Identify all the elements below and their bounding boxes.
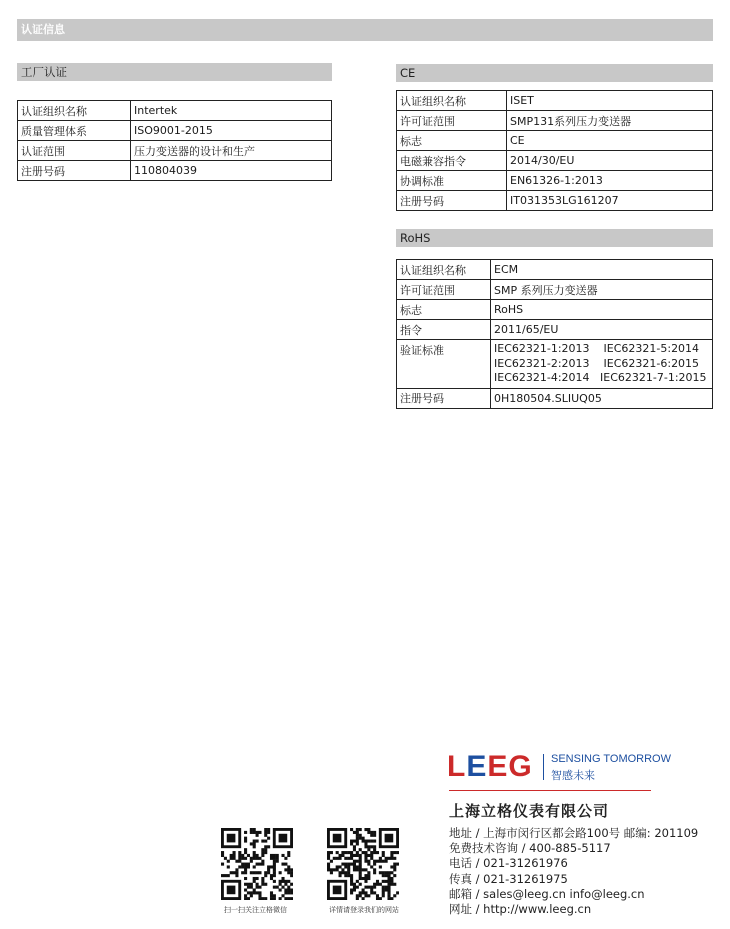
row-label: 认证组织名称 — [397, 260, 491, 280]
company-name: 上海立格仪表有限公司 — [449, 802, 610, 820]
table-row — [18, 121, 332, 141]
row-label: 注册号码 — [397, 191, 507, 211]
row-label: 质量管理体系 — [18, 121, 131, 141]
row-label: 指令 — [397, 320, 491, 340]
logo-letter: E — [466, 750, 488, 783]
table-row — [397, 300, 713, 320]
table-row — [397, 260, 713, 280]
factory-cert-table — [17, 100, 332, 181]
website-qr-caption: 详情请登录我们的网站 — [329, 906, 399, 914]
row-value: Intertek — [131, 101, 332, 121]
row-value: IT031353LG161207 — [507, 191, 713, 211]
logo-letter: G — [508, 750, 533, 783]
row-value: SMP131系列压力变送器 — [507, 111, 713, 131]
row-value: CE — [507, 131, 713, 151]
section-header-title: 认证信息 — [21, 23, 65, 36]
rohs-cert-title: RoHS — [400, 231, 431, 245]
row-label: 认证范围 — [18, 141, 131, 161]
contact-line: 免费技术咨询 / 400-885-5117 — [449, 841, 611, 856]
row-label: 标志 — [397, 131, 507, 151]
row-label: 许可证范围 — [397, 111, 507, 131]
logo-underline — [449, 790, 651, 791]
value-line: IEC62321-2:2013 IEC62321-6:2015 — [494, 356, 700, 370]
table-row — [18, 161, 332, 181]
contact-line: 网址 / http://www.leeg.cn — [449, 901, 592, 916]
contact-info — [449, 826, 698, 917]
table-row — [397, 111, 713, 131]
row-label: 认证组织名称 — [397, 91, 507, 111]
logo-divider — [543, 754, 544, 780]
wechat-qr-code-icon — [221, 828, 293, 900]
ce-cert-title: CE — [400, 66, 416, 80]
row-value: ISET — [507, 91, 713, 111]
table-row — [397, 340, 713, 389]
rohs-cert-header — [396, 229, 713, 247]
row-value: EN61326-1:2013 — [507, 171, 713, 191]
slogan-cn: 智感未来 — [551, 769, 595, 782]
table-row — [397, 320, 713, 340]
row-value: 2014/30/EU — [507, 151, 713, 171]
contact-line: 地址 / 上海市闵行区都会路100号 邮编: 201109 — [449, 826, 699, 840]
row-label: 注册号码 — [18, 161, 131, 181]
table-row — [397, 191, 713, 211]
row-value: 2011/65/EU — [491, 320, 713, 340]
wechat-qr-caption: 扫一扫关注立格微信 — [224, 906, 287, 914]
slogan-en: SENSING TOMORROW — [551, 753, 671, 765]
value-line: IEC62321-1:2013 IEC62321-5:2014 — [494, 342, 700, 355]
row-label: 认证组织名称 — [18, 101, 131, 121]
row-label: 验证标准 — [397, 340, 491, 389]
logo-letter: E — [487, 750, 509, 783]
ce-cert-table — [396, 90, 713, 211]
row-value: ECM — [491, 260, 713, 280]
rohs-cert-table — [396, 259, 713, 409]
row-label: 标志 — [397, 300, 491, 320]
section-header — [17, 19, 713, 41]
factory-cert-title: 工厂认证 — [21, 65, 67, 79]
leeg-logo-wordmark — [447, 750, 533, 784]
contact-line: 邮箱 / sales@leeg.cn info@leeg.cn — [449, 886, 645, 901]
row-value: 110804039 — [131, 161, 332, 181]
table-row — [397, 171, 713, 191]
table-row — [397, 151, 713, 171]
leeg-logo — [447, 750, 727, 786]
website-qr-code-icon — [327, 828, 399, 900]
row-label: 协调标准 — [397, 171, 507, 191]
row-value — [491, 340, 713, 389]
ce-cert-header — [396, 64, 713, 82]
row-value: ISO9001-2015 — [131, 121, 332, 141]
row-label: 许可证范围 — [397, 280, 491, 300]
row-value: 0H180504.SLIUQ05 — [491, 388, 713, 408]
row-label: 电磁兼容指令 — [397, 151, 507, 171]
table-row — [18, 141, 332, 161]
logo-text — [447, 750, 533, 783]
contact-line: 电话 / 021-31261976 — [449, 856, 568, 871]
row-value: RoHS — [491, 300, 713, 320]
contact-line: 传真 / 021-31261975 — [449, 871, 568, 886]
table-row — [18, 101, 332, 121]
table-row — [397, 91, 713, 111]
row-label: 注册号码 — [397, 388, 491, 408]
row-value: SMP 系列压力变送器 — [491, 280, 713, 300]
logo-letter: L — [447, 750, 467, 783]
row-value: 压力变送器的设计和生产 — [131, 141, 332, 161]
table-row — [397, 131, 713, 151]
table-row — [397, 280, 713, 300]
table-row — [397, 388, 713, 408]
value-line: IEC62321-4:2014 IEC62321-7-1:2015 — [494, 371, 707, 384]
factory-cert-header — [17, 63, 332, 81]
